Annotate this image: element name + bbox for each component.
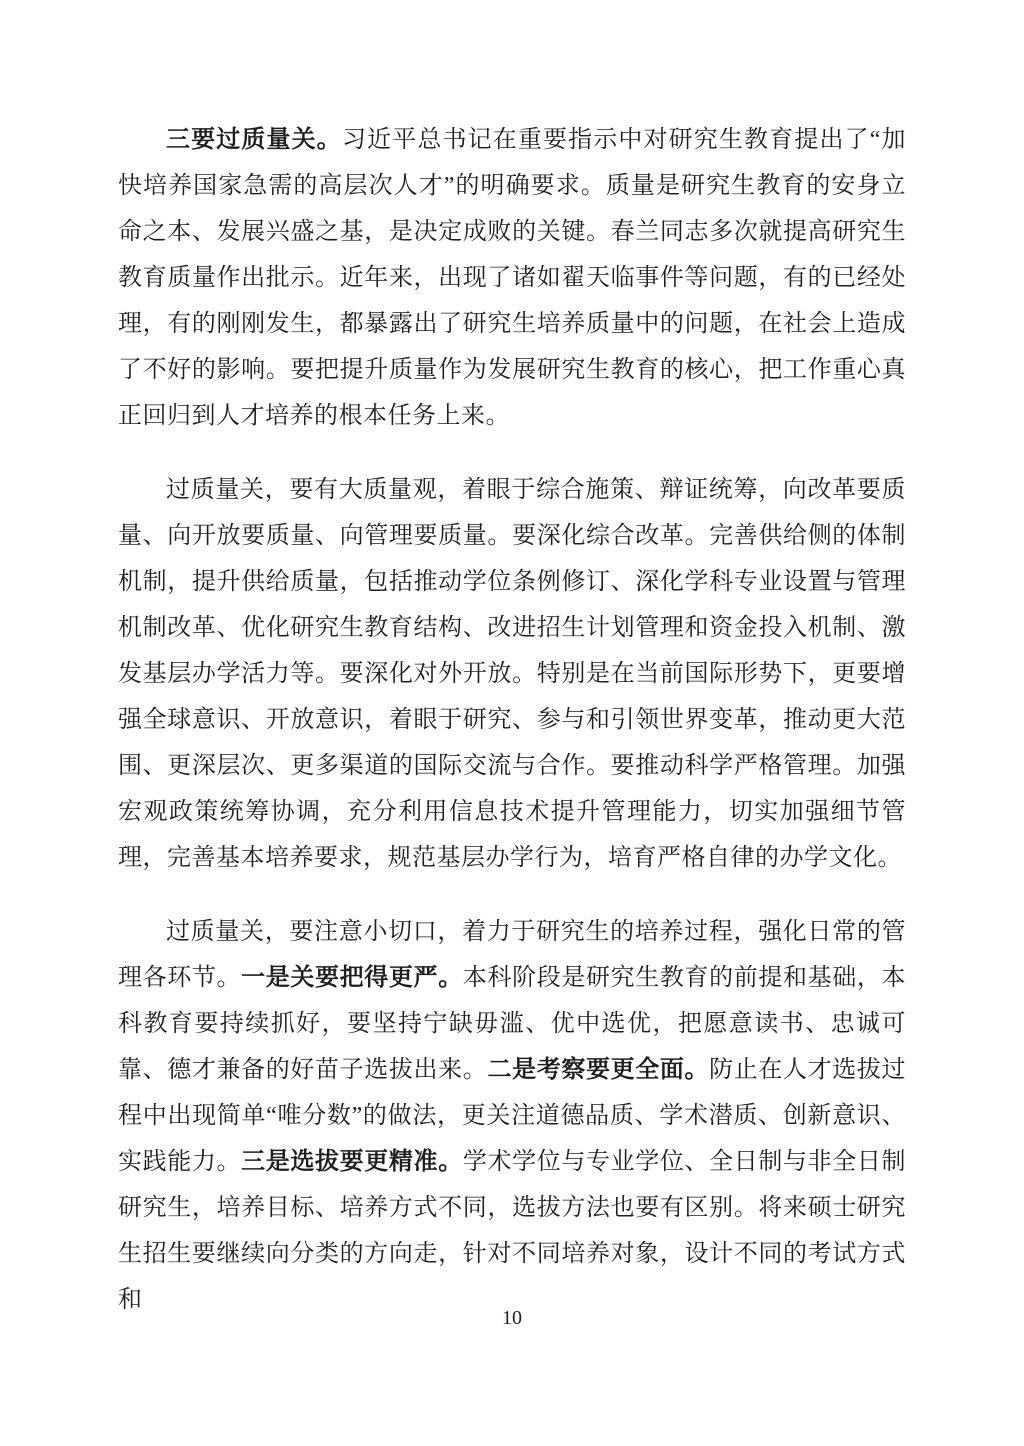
paragraph-small-incision	[118, 909, 906, 1323]
body-text: 过质量关，要有大质量观，着眼于综合施策、辩证统筹，向改革要质量、向开放要质量、向管理要质量。要深化综合改革。完善供给侧的体制机制，提升供给质量，包括推动学位条例修订、深化学科专业设置与管理机制改革、优化研究生教育结构、改进招生计划管理和资金投入机制、激发基层办学活力等。要深化对外开放。特别是在当前国际形势下，更要增强全球意识、开放意识，着眼于研究、参与和引领世界变革，推动更大范围、更深层次、更多渠道的国际交流与合作。要推动科学严格管理。加强宏观政策统筹协调，充分利用信息技术提升管理能力，切实加强细节管理，完善基本培养要求，规范基层办学行为，培育严格自律的办学文化。	[118, 477, 906, 871]
paragraph-quality-gate-lead	[118, 117, 906, 439]
page-number: 10	[502, 1307, 522, 1329]
emphasis-text: 一是关要把得更严。	[241, 965, 463, 991]
body-text: 防止在人才选拔过程中出现简单“唯分数”的做法，更关注道德品质、学术潜质、创新意识、实践能力。	[118, 1057, 907, 1175]
body-text: 本科阶段是研究生教育的前提和基础，本科教育要持续抓好，要坚持宁缺毋滥、优中选优，把愿意读书、忠诚可靠、德才兼备的好苗子选拔出来。	[118, 965, 907, 1083]
body-text: 学术学位与专业学位、全日制与非全日制研究生，培养目标、培养方式不同，选拔方法也要有区别。将来硕士研究生招生要继续向分类的方向走，针对不同培养对象，设计不同的考试方式和	[118, 1149, 907, 1313]
emphasis-text: 三要过质量关。	[166, 127, 342, 153]
paragraph-big-quality-view	[118, 467, 906, 881]
emphasis-text: 二是考察要更全面。	[487, 1057, 710, 1083]
body-text: 过质量关，要注意小切口，着力于研究生的培养过程，强化日常的管理各环节。	[118, 919, 906, 991]
document-body	[118, 117, 906, 1323]
body-text: 习近平总书记在重要指示中对研究生教育提出了“加快培养国家急需的高层次人才”的明确要求。质量是研究生教育的安身立命之本、发展兴盛之基，是决定成败的关键。春兰同志多次就提高研究生教育质量作出批示。近年来，出现了诸如翟天临事件等问题，有的已经处理，有的刚刚发生，都暴露出了研究生培养质量中的问题，在社会上造成了不好的影响。要把提升质量作为发展研究生教育的核心，把工作重心真正回归到人才培养的根本任务上来。	[118, 127, 907, 429]
emphasis-text: 三是选拔要更精准。	[241, 1149, 463, 1175]
